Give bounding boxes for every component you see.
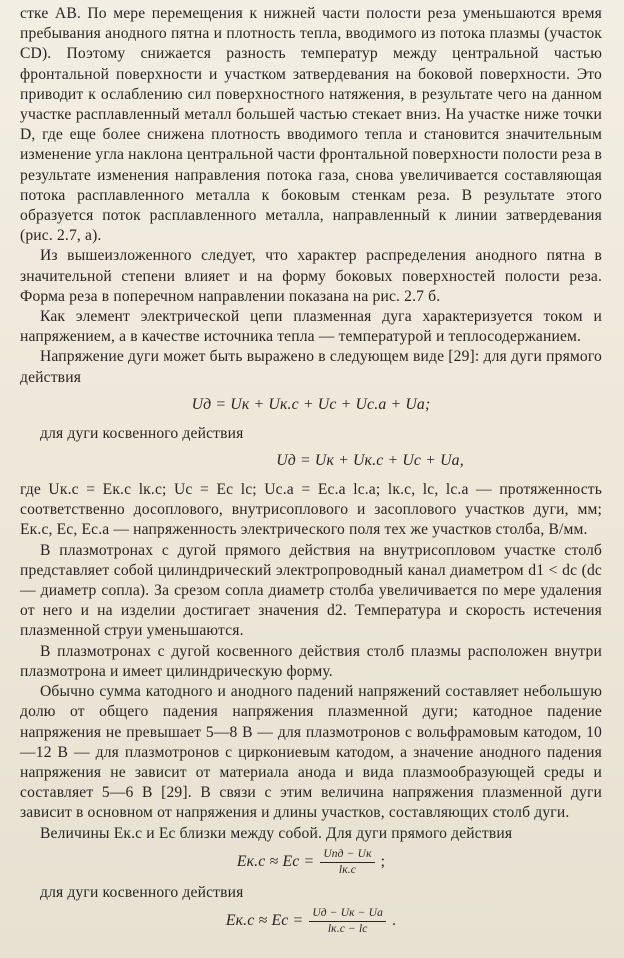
- formula-field-direct: [20, 848, 602, 877]
- paragraph-voltage-drops: Обычно сумма катодного и анодного падений напряжений составляет небольшую долю от общего падения напряжения плазменной дуги; катодное падение напряжения не превышает 5—8 В — для плазмотронов с вольфрамовым катодом, 10—12 В — для плазмотронов с циркониевым катодом, а значение анодного падения напряжения не зависит от материала анода и вида плазмообразующей среды и составляет 5—6 В [29]. В связи с этим величина напряжения плазменной дуги зависит в основном от напряжения и длины участков, составляющих столб дуги.: [20, 683, 602, 822]
- formula-field-direct-fraction: [320, 848, 374, 877]
- formula-indirect-arc: Uд = Uк + Uк.с + Uс + Uа,: [276, 452, 464, 470]
- formula-field-direct-tail: ;: [380, 853, 386, 871]
- paragraph-direct-plasmatron: В плазмотронах с дугой прямого действия на внутрисопловом участке столб представляет собой цилиндрический электропроводный канал диаметром d1 < dс (dс — диаметр сопла). За срезом сопла диаметр столба увеличивается по мере удаления от него и на изделии достигает значения d2. Температура и скорость истечения плазменной струи уменьшаются.: [20, 541, 602, 640]
- label-indirect-arc-2: для дуги косвенного действия: [40, 883, 244, 901]
- formula-field-indirect: [20, 907, 602, 936]
- formula-field-indirect-tail: .: [392, 912, 397, 930]
- formula-field-direct-denominator: lк.с: [338, 863, 357, 876]
- paragraph-arc-voltage: Напряжение дуги может быть выражено в следующем виде [29]: для дуги прямого действия: [20, 348, 602, 386]
- formula-field-indirect-numerator: Uд − Uк − Uа: [309, 907, 386, 922]
- paragraph-field-strength: Величины Eк.с и Eс близки между собой. Для дуги прямого действия: [40, 824, 513, 842]
- label-indirect-arc: для дуги косвенного действия: [40, 424, 244, 442]
- paragraph-anode-spot: Из вышеизложенного следует, что характер распределения анодного пятна в значительной степени влияет и на форму боковых поверхностей полости реза. Форма реза в поперечном направлении показана на рис. 2.7 б.: [20, 247, 602, 305]
- paragraph-indirect-plasmatron: В плазмотронах с дугой косвенного действия столб плазмы расположен внутри плазмотрона и имеет цилиндрическую форму.: [20, 642, 602, 680]
- paragraph-where: где Uк.с = Eк.с lк.с; Uс = Eс lс; Uс.а = Eс.а lс.а; lк.с, lс, lс.а — протяженность соответственно досоплового, внутрисоплового и засоплового участков дуги, мм; Eк.с, Eс, Eс.а — напряженность электрического поля тех же участков столба, В/мм.: [20, 481, 602, 539]
- formula-field-indirect-denominator: lк.с − lс: [327, 922, 368, 935]
- paragraph-continuation: стке AB. По мере перемещения к нижней части полости реза уменьшаются время пребывания анодного пятна и плотность тепла, вводимого из потока плазмы (участок CD). Поэтому снижается разность температур между центральной частью фронтальной поверхности и участком затвердевания на боковой поверхности. Это приводит к ослаблению сил поверхностного натяжения, в результате чего на данном участке расплавленный металл большей частью стекает вниз. На участке ниже точки D, где еще более снижена плотность вводимого тепла и становится значительным изменение угла наклона центральной части фронтальной поверхности полости реза в результате изменения направления потока газа, снова увеличивается составляющая потока расплавленного металла к боковым стенкам реза. В результате этого образуется поток расплавленного металла, направленный к линии затвердевания (рис. 2.7, а).: [20, 5, 602, 245]
- formula-field-indirect-fraction: [309, 907, 386, 936]
- formula-field-direct-numerator: Uпд − Uк: [320, 848, 374, 863]
- formula-direct-arc: Uд = Uк + Uк.с + Uс + Uс.а + Uа;: [191, 395, 431, 413]
- formula-field-indirect-lhs: Eк.с ≈ Eс =: [225, 912, 304, 930]
- paragraph-arc-element: Как элемент электрической цепи плазменная дуга характеризуется током и напряжением, а в качестве источника тепла — температурой и теплосодержанием.: [20, 308, 602, 346]
- formula-field-direct-lhs: Eк.с ≈ Eс =: [236, 853, 315, 871]
